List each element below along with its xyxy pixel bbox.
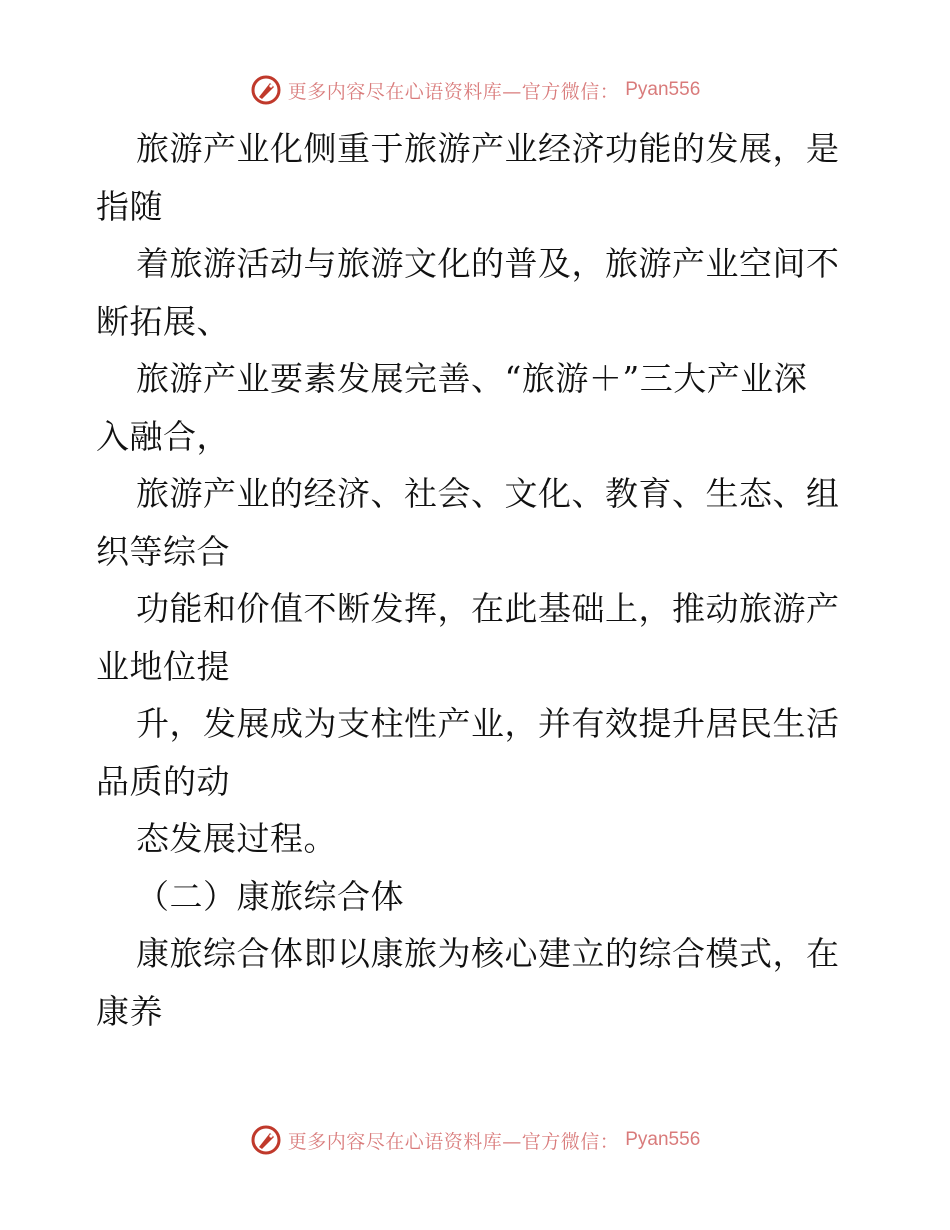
text-line: 业地位提	[96, 646, 230, 686]
text-line: 品质的动	[96, 761, 230, 801]
text-line: 升，发展成为支柱性产业，并有效提升居民生活	[136, 704, 840, 743]
text-line: 功能和价值不断发挥，在此基础上，推动旅游产	[136, 589, 840, 628]
pen-nib-circle-icon	[250, 74, 282, 106]
text-line: 旅游产业的经济、社会、文化、教育、生态、组	[136, 474, 840, 513]
text-line: 断拓展、	[96, 301, 230, 341]
document-body	[96, 120, 856, 1040]
watermark-wechat-id: Pyan556	[625, 1129, 701, 1150]
text-line: 指随	[96, 186, 163, 226]
watermark-text: 更多内容尽在心语资料库—官方微信：	[287, 80, 620, 103]
pen-nib-circle-icon	[250, 1124, 282, 1156]
text-line: 织等综合	[96, 531, 230, 571]
text-line: 旅游产业要素发展完善、“旅游＋”三大产业深	[136, 359, 808, 398]
text-line: 旅游产业化侧重于旅游产业经济功能的发展，是	[136, 129, 840, 168]
text-line: 入融合，	[96, 416, 230, 456]
text-line: 康养	[96, 991, 163, 1031]
header-watermark	[0, 70, 950, 110]
section-heading: （二）康旅综合体	[136, 876, 404, 916]
watermark-wechat-id: Pyan556	[625, 79, 701, 100]
text-line: 康旅综合体即以康旅为核心建立的综合模式，在	[136, 934, 840, 973]
footer-watermark	[0, 1120, 950, 1160]
watermark-text: 更多内容尽在心语资料库—官方微信：	[287, 1130, 620, 1153]
text-line: 态发展过程。	[136, 819, 337, 858]
text-line: 着旅游活动与旅游文化的普及，旅游产业空间不	[136, 244, 840, 283]
